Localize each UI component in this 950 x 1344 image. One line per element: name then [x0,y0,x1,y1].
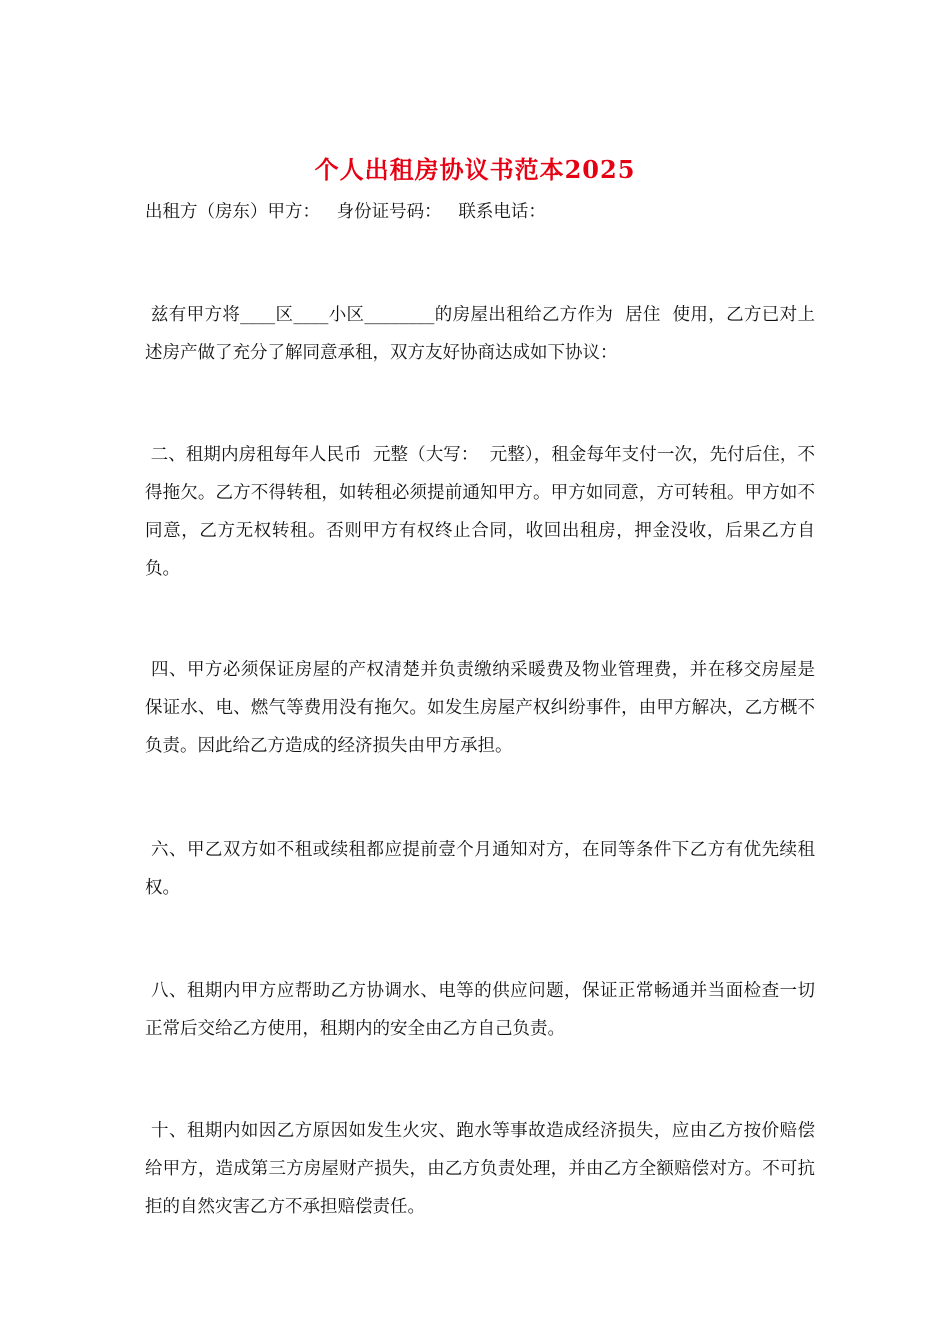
paragraph-clause-4: 四、甲方必须保证房屋的产权清楚并负责缴纳采暖费及物业管理费，并在移交房屋是保证水、电、燃气等费用没有拖欠。如发生房屋产权纠纷事件，由甲方解决，乙方概不负责。因此给乙方造成的经济损失由甲方承担。 [145,660,815,756]
paragraph-clause-6: 六、甲乙双方如不租或续租都应提前壹个月通知对方，在同等条件下乙方有优先续租权。 [145,840,815,898]
paragraph-clause-8: 八、租期内甲方应帮助乙方协调水、电等的供应问题，保证正常畅通并当面检查一切正常后交给乙方使用，租期内的安全由乙方自己负责。 [145,981,815,1039]
paragraph-intro: 兹有甲方将____区____小区________的房屋出租给乙方作为 居住 使用，乙方已对上述房产做了充分了解同意承租，双方友好协商达成如下协议： [145,305,815,363]
document-title: 个人出租房协议书范本2025 [314,155,636,184]
party-info-line: 出租方（房东）甲方： 身份证号码： 联系电话： [145,202,546,222]
paragraph-clause-2: 二、租期内房租每年人民币 元整（大写： 元整），租金每年支付一次，先付后住，不得拖欠。乙方不得转租，如转租必须提前通知甲方。甲方如同意，方可转租。甲方如不同意，乙方无权转租。否则甲方有权终止合同，收回出租房，押金没收，后果乙方自负。 [145,445,815,579]
paragraph-clause-10: 十、租期内如因乙方原因如发生火灾、跑水等事故造成经济损失，应由乙方按价赔偿给甲方，造成第三方房屋财产损失，由乙方负责处理，并由乙方全额赔偿对方。不可抗拒的自然灾害乙方不承担赔偿责任。 [145,1121,815,1217]
